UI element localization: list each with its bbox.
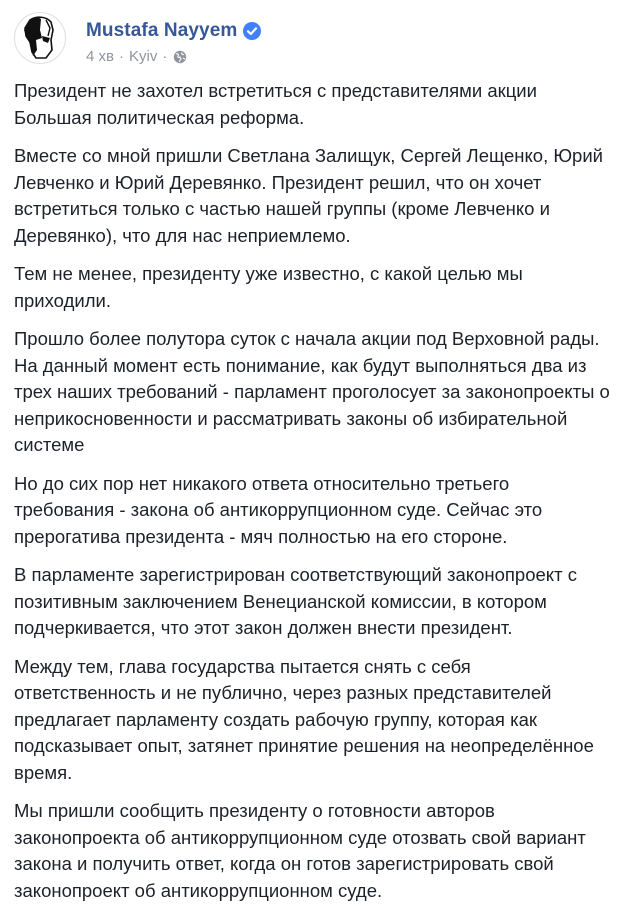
- author-name-link[interactable]: Mustafa Nayyem: [86, 20, 238, 41]
- separator: ·: [118, 48, 124, 65]
- post-timestamp-link[interactable]: 4 хв: [86, 48, 114, 65]
- author-row: [86, 20, 261, 42]
- skull-mask-avatar-icon: [20, 16, 60, 60]
- post-body: [14, 78, 614, 916]
- post-paragraph: Мы пришли сообщить президенту о готовности авторов законопроекта об антикоррупционном суде отозвать свой вариант закона и получить ответ, когда он готов зарегистрировать свой законопроект об антикоррупционном суде.: [14, 800, 586, 901]
- post-paragraph: Но до сих пор нет никакого ответа относительно третьего требования - закона об антикоррупционном суде. Сейчас это прерогатива президента - мяч полностью на его стороне.: [14, 472, 543, 547]
- post-paragraph: Президент не захотел встретиться с представителями акции Большая политическая реформа.: [14, 80, 537, 128]
- post-paragraph: Прошло более полутора суток с начала акции под Верховной рады. На данный момент есть понимание, как будут выполняться два из трех наших требований - парламент проголосует за законопроекты о неприкосновенности и рассматривать законы об избирательной системе: [14, 328, 610, 455]
- globe-icon[interactable]: [173, 50, 187, 64]
- post-paragraph: Вместе со мной пришли Светлана Залищук, Сергей Лещенко, Юрий Левченко и Юрий Деревянко. Президент решил, что он хочет встретиться только с частью нашей группы (кроме Левченко и Деревянко), что для нас неприемлемо.: [14, 145, 604, 246]
- post-meta: [86, 12, 261, 65]
- avatar[interactable]: [14, 12, 66, 64]
- location-link[interactable]: Kyiv: [128, 48, 158, 65]
- post-paragraph: Тем не менее, президенту уже известно, с какой целью мы приходили.: [14, 263, 523, 311]
- post-paragraph: Между тем, глава государства пытается снять с себя ответственность и не публично, через разных представителей предлагает парламенту создать рабочую группу, которая как подсказывает опыт, затянет принятие решения на неопределённое время.: [14, 655, 594, 783]
- post-header: [14, 12, 261, 68]
- post-paragraph: В парламенте зарегистрирован соответствующий законопроект с позитивным заключением Венецианской комиссии, в котором подчеркивается, что этот закон должен внести президент.: [14, 564, 577, 638]
- post-subtitle: [86, 48, 261, 65]
- separator: ·: [162, 48, 168, 65]
- verified-badge-icon: [243, 22, 261, 40]
